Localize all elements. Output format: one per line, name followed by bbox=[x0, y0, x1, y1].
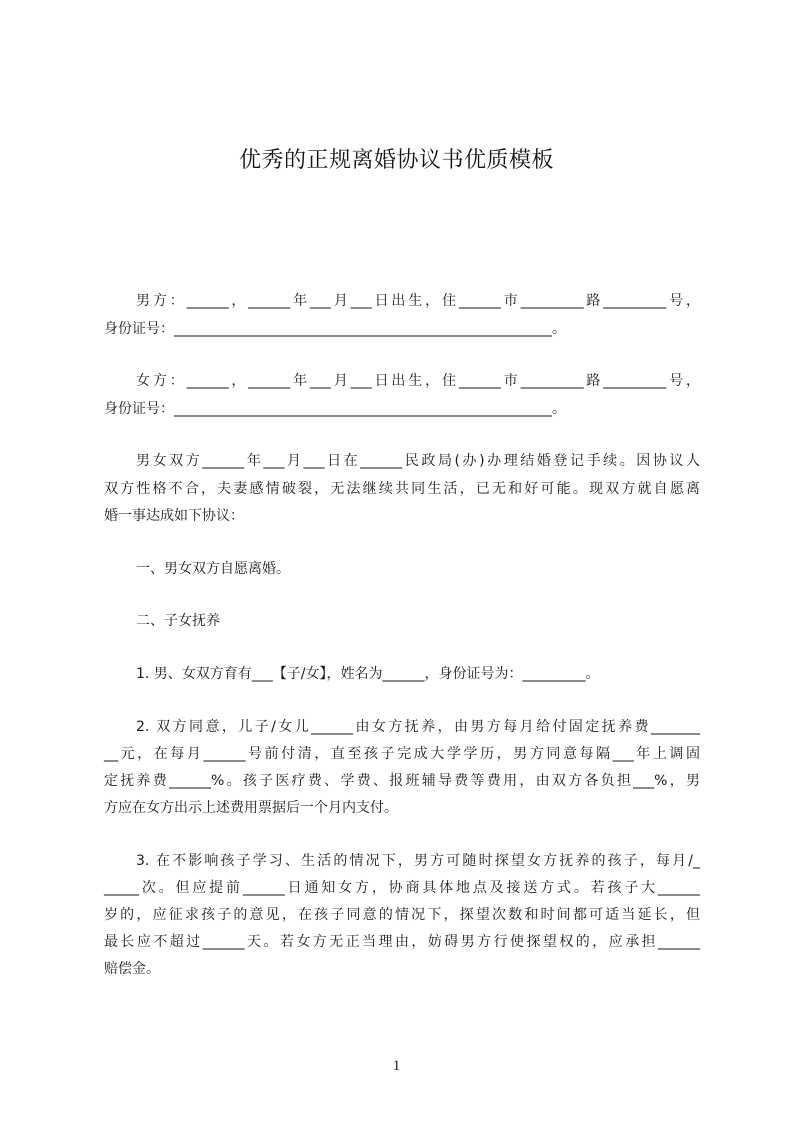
preamble-line-3: 婚一事达成如下协议： bbox=[104, 508, 244, 524]
preamble-line-1: 男女双方______年___月___日在______民政局(办)办理结婚登记手续。因协议人 bbox=[136, 453, 700, 469]
female-party-id-line: 身份证号：______________________________________________________。 bbox=[104, 401, 566, 417]
preamble-line-2: 双方性格不合，夫妻感情破裂，无法继续共同生活，已无和好可能。现双方就自愿离 bbox=[104, 481, 700, 497]
male-party-line-1: 男方：______，______年___月___日出生，住______市_________路_________号， bbox=[136, 293, 700, 309]
item-2-line-1: 2. 双方同意，儿子/女儿______由女方抚养，由男方每月给付固定抚养费_______ bbox=[136, 719, 700, 735]
clause-2-heading: 二、子女抚养 bbox=[136, 613, 220, 629]
item-2-line-4: 方应在女方出示上述费用票据后一个月内支付。 bbox=[104, 800, 398, 816]
document-title: 优秀的正规离婚协议书优质模板 bbox=[238, 148, 554, 173]
item-3-line-1: 3. 在不影响孩子学习、生活的情况下，男方可随时探望女方抚养的孩子，每月/_ bbox=[136, 853, 700, 869]
item-2-line-2: __元，在每月______号前付清，直至孩子完成大学学历，男方同意每隔___年上调固 bbox=[104, 746, 700, 762]
item-1: 1. 男、女双方育有___【子/女】，姓名为______，身份证号为：_________。 bbox=[136, 666, 600, 682]
item-3-line-2: _____次。但应提前______日通知女方，协商具体地点及接送方式。若孩子大______ bbox=[104, 880, 700, 896]
item-3-line-4: 最长应不超过______天。若女方无正当理由，妨碍男方行使探望权的，应承担______ bbox=[104, 934, 700, 950]
male-party-id-line: 身份证号：______________________________________________________。 bbox=[104, 321, 566, 337]
clause-1-heading: 一、男女双方自愿离婚。 bbox=[136, 561, 290, 577]
item-2-line-3: 定抚养费______%。孩子医疗费、学费、报班辅导费等费用，由双方各负担___%，男 bbox=[104, 773, 700, 789]
item-3-line-3: 岁的，应征求孩子的意见，在孩子同意的情况下，探望次数和时间都可适当延长，但 bbox=[104, 907, 700, 923]
female-party-line-1: 女方：______，______年___月___日出生，住______市_________路_________号， bbox=[136, 373, 700, 389]
page-number: 1 bbox=[392, 1058, 401, 1074]
item-3-line-5: 赔偿金。 bbox=[104, 961, 160, 977]
